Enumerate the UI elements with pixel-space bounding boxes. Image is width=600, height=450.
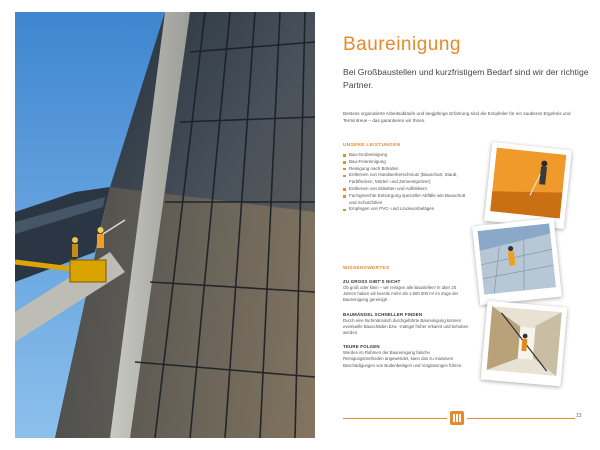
fact-text: Werden im Rahmen der Baureinigung falsche Reinigungsmethoden angewendet, kann das zu massiven Beschädigungen von Bodenbelägen und Vorglasungen führen. xyxy=(343,350,463,368)
fact-text: Ob groß oder klein – wir reinigen alle Baustellen! In über 20 Jahren haben wir bereits mehr als 1.600.000 m² im Zuge der Baureinigung gereinigt! xyxy=(343,285,459,303)
fact-title: ZU GROSS GIBT'S NICHT xyxy=(343,279,401,284)
intro-text: Bestens organisierte Arbeitsabläufe und langjährige Erfahrung sind die Eckpfeiler für ein sauberes Ergebnis und Termintreue – das garantieren wir Ihnen. xyxy=(343,111,571,123)
list-item: Entfernen von Handwerkerschmutz (Bauschutt, Staub, Farbflecken, Mörtel- und Zementspritzer) xyxy=(343,172,468,186)
polaroid-photo-orange-room xyxy=(484,142,572,229)
services-heading: UNSERE LEISTUNGEN xyxy=(343,143,401,148)
footer-rule-left xyxy=(343,418,447,419)
facts-section xyxy=(343,266,470,369)
list-item: Fachgerechte Entsorgung spezieller Abfälle wie Bauschutt und Schutzfolien xyxy=(343,193,468,207)
fact-title: BAUMÄNGEL SCHNELLER FINDEN xyxy=(343,311,423,317)
polaroid-photo-interior xyxy=(481,301,568,387)
polaroid-photo-floor-cleaning xyxy=(472,218,562,305)
list-item: Bau-Feinreinigung xyxy=(343,159,468,166)
lead-text: Bei Großbaustellen und kurzfristigem Bedarf sind wir der richtige Partner. xyxy=(343,67,589,90)
facade-photo xyxy=(15,12,315,438)
fact-title: TEURE FOLGEN xyxy=(343,344,380,350)
facts-heading: WISSENSWERTES xyxy=(343,266,390,271)
list-item: Empfegen von PVC- und Linoleumbelägen xyxy=(343,206,468,213)
services-list xyxy=(343,152,468,213)
company-logo-icon xyxy=(449,410,465,426)
page-title: Baureinigung xyxy=(343,34,461,55)
fact-block xyxy=(343,279,470,304)
footer-rule-right xyxy=(467,418,575,419)
list-item: Entfernen von Etiketten und Aufklebern xyxy=(343,186,468,193)
list-item: Bau-Grobreinigung xyxy=(343,152,468,159)
fact-block xyxy=(343,312,470,337)
fact-text: Durch eine fachmännisch durchgeführte Baureinigung können eventuelle Bauschäden bzw. -mängel früher erkannt und behoben werden. xyxy=(343,317,469,336)
list-item: Reinigung nach Bränden xyxy=(343,166,468,173)
fact-block xyxy=(343,344,470,369)
services-section xyxy=(343,143,468,213)
page-number: 13 xyxy=(576,413,582,419)
